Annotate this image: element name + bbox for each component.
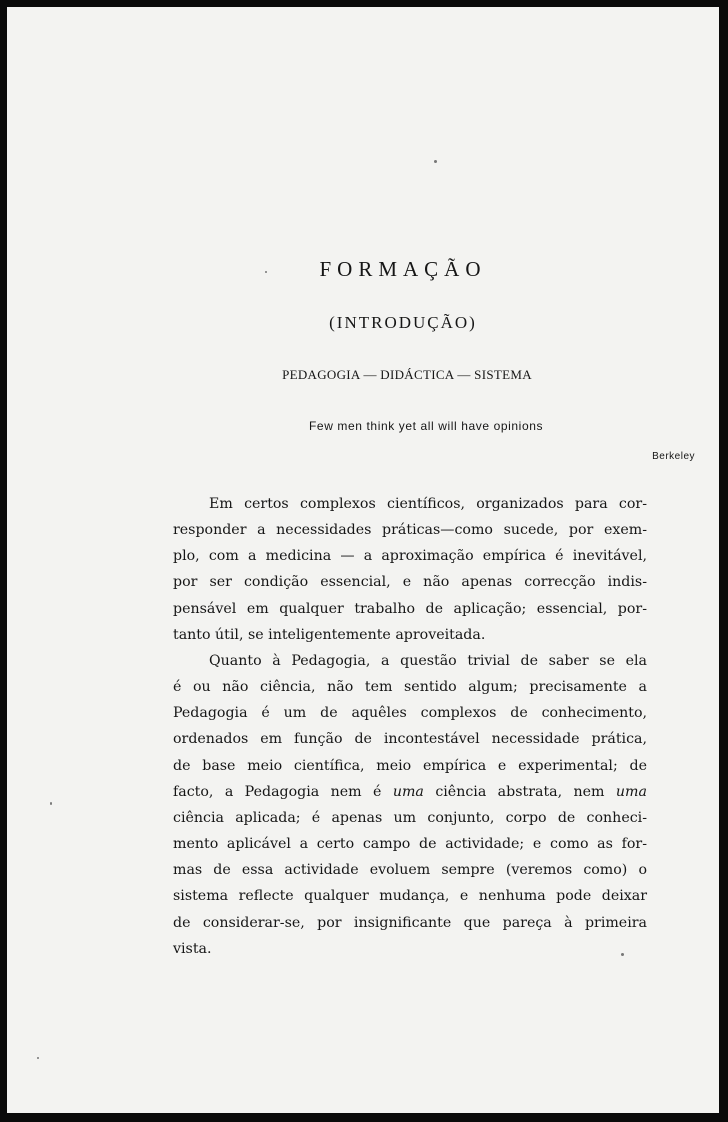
text-line: de base meio científica, meio empírica e experimental; de — [173, 757, 647, 774]
paragraph-2 — [173, 648, 647, 962]
paragraph-1 — [173, 491, 647, 648]
text-line: mento aplicável a certo campo de actividade; e como as for- — [173, 836, 647, 853]
chapter-title: FORMAÇÃO — [319, 257, 487, 281]
text-line — [173, 779, 647, 805]
text-line: mas de essa actividade evoluem sempre (veremos como) o — [173, 862, 647, 879]
text-line: ordenados em função de incontestável necessidade prática, — [173, 731, 647, 748]
text-line: tanto útil, se inteligentemente aproveitada. — [173, 626, 486, 643]
body-text — [173, 491, 647, 962]
emphasis: uma — [392, 783, 424, 800]
text-line: sistema reflecte qualquer mudança, e nenhuma pode deixar — [173, 888, 647, 905]
text-line: de considerar-se, por insignificante que pareça à primeira — [173, 914, 647, 931]
paper-speck — [434, 160, 437, 163]
book-page — [7, 7, 719, 1113]
epigraph-quote: Few men think yet all will have opinions — [309, 419, 544, 433]
paper-speck — [265, 271, 267, 273]
text-line: responder a necessidades práticas—como sucede, por exem- — [173, 522, 647, 539]
paper-speck — [50, 802, 52, 805]
emphasis: uma — [615, 783, 647, 800]
chapter-subtitle: (INTRODUÇÃO) — [329, 313, 477, 332]
text-line: pensável em qualquer trabalho de aplicação; essencial, por- — [173, 600, 647, 617]
text-line: é ou não ciência, não tem sentido algum; precisamente a — [173, 679, 647, 696]
text-line: vista. — [173, 940, 212, 957]
epigraph-author: Berkeley — [652, 451, 695, 462]
text-line: Quanto à Pedagogia, a questão trivial de saber se ela — [209, 652, 647, 669]
text-fragment: facto, a Pedagogia nem é — [173, 783, 393, 800]
text-line: por ser condição essencial, e não apenas correcção indis- — [173, 574, 647, 591]
text-fragment: ciência abstrata, nem — [423, 783, 616, 800]
text-line: Pedagogia é um de aquêles complexos de conhecimento, — [173, 705, 647, 722]
text-line: Em certos complexos científicos, organizados para cor- — [209, 496, 647, 512]
paper-speck — [621, 953, 624, 956]
chapter-topics: PEDAGOGIA — DIDÁCTICA — SISTEMA — [282, 367, 532, 382]
text-line: plo, com a medicina — a aproximação empírica é inevitável, — [173, 548, 647, 565]
text-line: ciência aplicada; é apenas um conjunto, corpo de conheci- — [173, 809, 647, 826]
paper-speck — [37, 1057, 39, 1059]
